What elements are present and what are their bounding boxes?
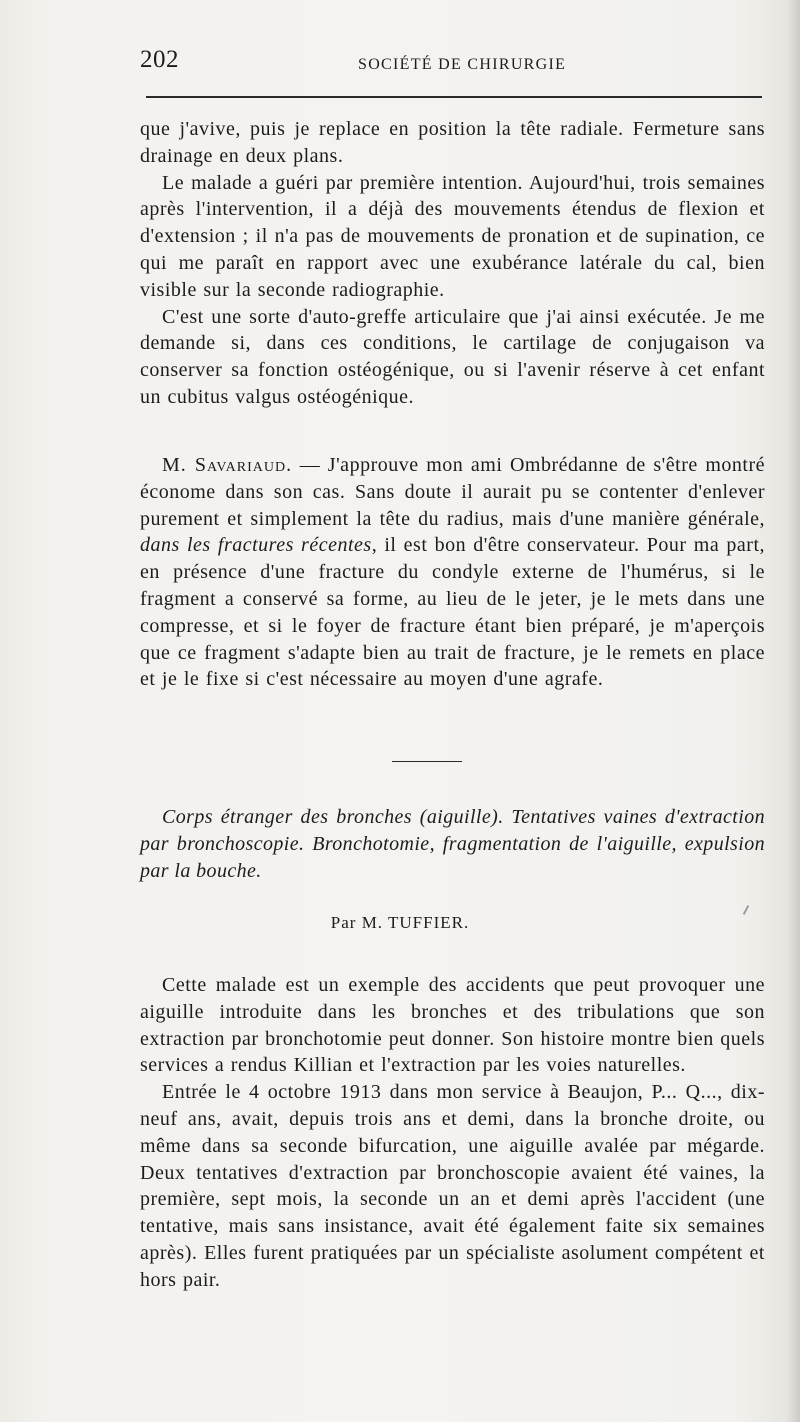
- running-title: SOCIÉTÉ DE CHIRURGIE: [358, 56, 567, 73]
- paragraph: Entrée le 4 octobre 1913 dans mon service à Beaujon, P... Q..., dix-neuf ans, avait, depuis trois ans et demi, dans la bronche droite, ou même dans sa seconde bifurcation, une aiguille avalée par mégarde. Deux tentatives d'extraction par bronchoscopie avaient été vaines, la première, sept mois, la seconde un an et demi après l'accident (une tentative, mais sans insistance, avait été également faite six semaines après). Elles furent pratiquées par un spécialiste asolument compétent et hors pair.: [140, 1081, 765, 1291]
- paragraph: C'est une sorte d'auto-greffe articulaire que j'ai ainsi exécutée. Je me demande si, dans ces conditions, le cartilage de conjugaison va conserver sa fonction ostéogénique, ou si l'avenir réserve à cet enfant un cubitus valgus ostéogénique.: [140, 305, 765, 408]
- speaker-name: M. Savariaud.: [162, 454, 293, 476]
- section-separator: [392, 761, 462, 762]
- article-author: Par M. TUFFIER.: [330, 913, 470, 932]
- paragraph: que j'avive, puis je replace en position la tête radiale. Fermeture sans drainage en deux plans.: [140, 118, 765, 167]
- paragraph: Cette malade est un exemple des accidents que peut provoquer une aiguille introduite dans les bronches et des tribulations que son extraction par bronchotomie peut donner. Son histoire montre bien quels services a rendus Killian et l'extraction par les voies naturelles.: [140, 974, 765, 1077]
- paragraph: Le malade a guéri par première intention. Aujourd'hui, trois semaines après l'intervention, il a déjà des mouvements étendus de flexion et d'extension ; il n'a pas de mouvements de pronation et de supination, ce qui me paraît en rapport avec une exubérance latérale du cal, bien visible sur la seconde radiographie.: [140, 171, 765, 301]
- header-rule: [146, 96, 762, 98]
- paragraph-text: , il est bon d'être conservateur. Pour ma part, en présence d'une fracture du condyle externe de l'humérus, si le fragment a conservé sa forme, au lieu de le jeter, je le mets dans une compresse, et si le foyer de fracture étant bien préparé, je m'aperçois que ce fragment s'adapte bien au trait de fracture, je le remets en place et je le fixe si c'est nécessaire au moyen d'une agrafe.: [140, 534, 766, 691]
- emphasis-text: dans les fractures récentes: [140, 534, 372, 557]
- paragraph-savariaud: [140, 452, 765, 693]
- page-number: 202: [140, 46, 179, 73]
- text-block-article: [140, 972, 765, 1294]
- article-title-text: Corps étranger des bronches (aiguille). Tentatives vaines d'extraction par bronchoscopie. Bronchotomie, fragmentation de l'aiguille, expulsion par la bouche.: [140, 806, 765, 882]
- text-block-continuation: [140, 116, 765, 411]
- page-header: [140, 46, 762, 86]
- paragraph-text: — J'approuve mon ami Ombrédanne de s'être montré économe dans son cas. Sans doute il aurait pu se contenter d'enlever purement et simplement la tête du radius, mais d'une manière générale,: [140, 454, 765, 530]
- page-edge-shadow: [786, 0, 800, 1422]
- text-block-discussion: [140, 452, 765, 693]
- article-title: [140, 804, 765, 885]
